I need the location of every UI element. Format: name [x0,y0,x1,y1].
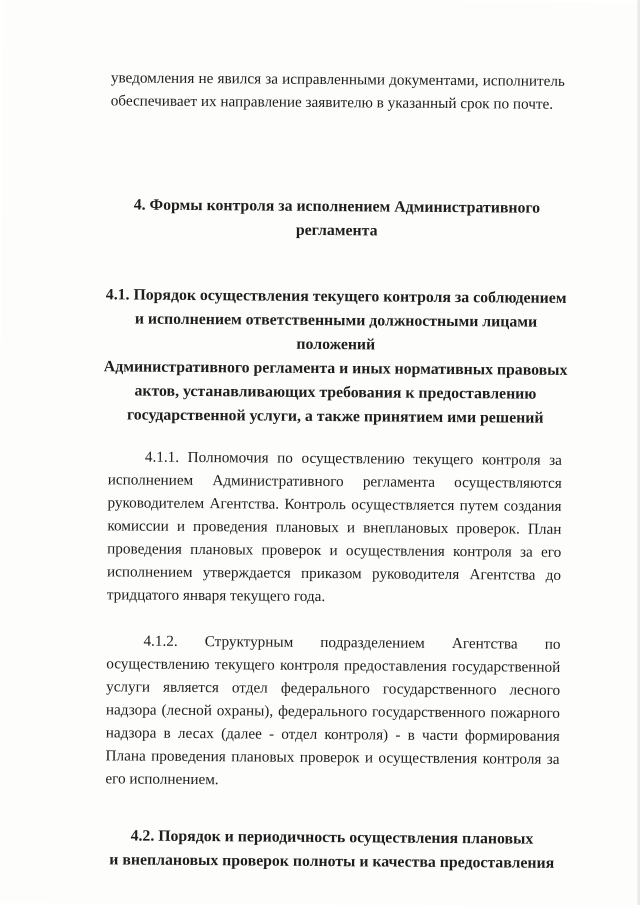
heading-line: актов, устанавливающих требования к предоставлению [134,382,537,403]
heading-line: 4. Формы контроля за исполнением Административного [133,196,541,217]
heading-line: 4.1. Порядок осуществления текущего контроля за соблюдением [105,286,567,307]
heading-line: и исполнением ответственными должностными лицами положений [134,310,538,354]
continuation-paragraph: уведомления не явился за исправленными документами, исполнитель обеспечивает их направление заявителю в указанный срок по почте. [110,69,565,113]
section-4-heading [97,193,577,245]
heading-line: и внеплановых проверок полноты и качества предоставления [109,851,555,872]
section-4-2-heading [92,824,572,876]
section-4-1-heading [95,283,576,431]
heading-line: 4.2. Порядок и периодичность осуществления плановых [130,827,534,848]
heading-line: государственной услуги, а также принятием ими решений [126,406,544,427]
paragraph-4-1-1: 4.1.1. Полномочия по осуществлению текущего контроля за исполнением Административного регламента осуществляются руководителем Агентства. Контроль осуществляется путем создания комиссии и проведения плановых и внеплановых проверок. План проведения плановых проверок и осуществления контроля за его исполнением утверждается приказом руководителя Агентства до тридцатого января текущего года. [106,448,562,606]
heading-line: Административного регламента и иных нормативных правовых [103,358,568,379]
paragraph-4-1-2: 4.1.2. Структурным подразделением Агентства по осуществлению текущего контроля предоставления государственной услуги является отдел федерального государственного лесного надзора (лесной охраны), федерального государственного пожарного надзора в лесах (далее - отдел контроля) - в части формирования Плана проведения плановых проверок и осуществления контроля за его исполнением. [105,632,561,789]
heading-line: регламента [295,221,378,240]
